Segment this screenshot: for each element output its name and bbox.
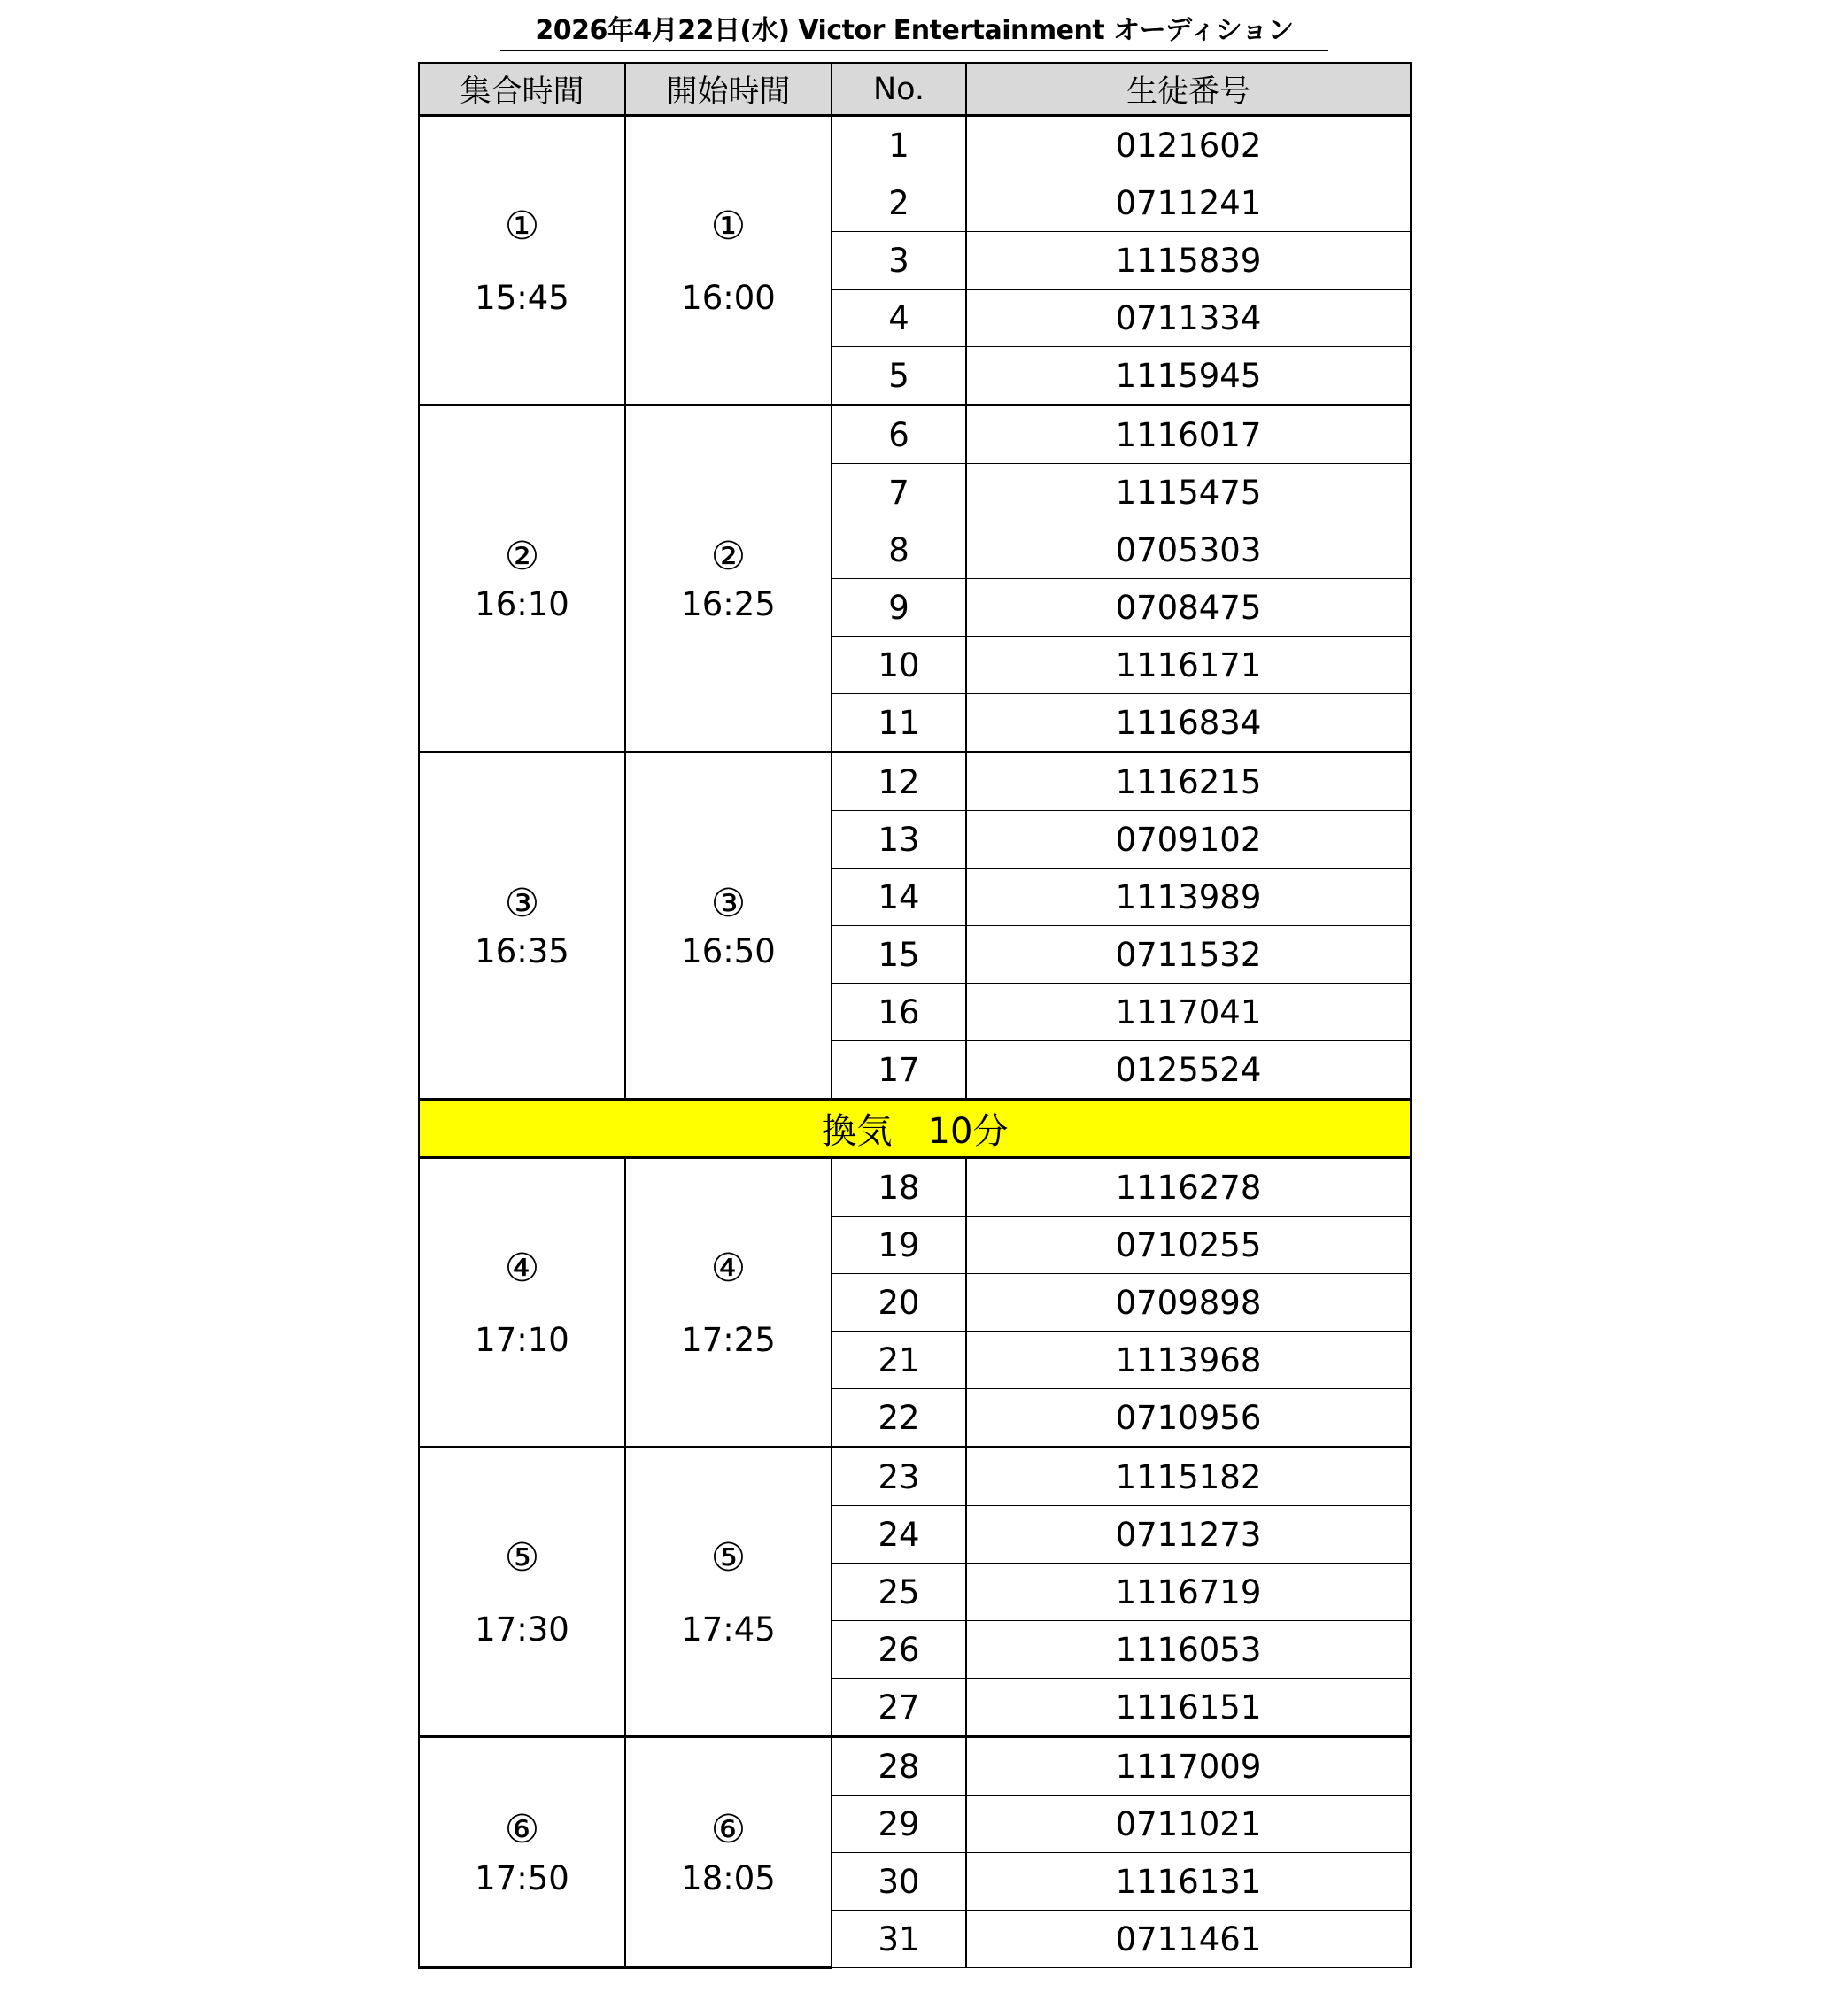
audition-schedule-table (418, 62, 1412, 1969)
student-id: 1116151 (966, 1679, 1411, 1737)
entry-number: 31 (832, 1911, 966, 1968)
entry-number: 6 (832, 406, 966, 464)
student-id: 1115839 (966, 232, 1411, 290)
entry-number: 16 (832, 984, 966, 1041)
student-id: 0709102 (966, 811, 1411, 869)
slot-start-time: 16:00 (681, 278, 776, 317)
entry-number: 8 (832, 521, 966, 579)
slot-gather-time: 15:45 (475, 278, 569, 317)
entry-number: 21 (832, 1332, 966, 1389)
student-id: 0709898 (966, 1274, 1411, 1332)
entry-number: 5 (832, 347, 966, 406)
student-id: 1116215 (966, 753, 1411, 811)
header-number: No. (832, 63, 966, 116)
entry-number: 20 (832, 1274, 966, 1332)
student-id: 1115182 (966, 1448, 1411, 1506)
slot-number-mark: ② (504, 533, 540, 579)
entry-number: 23 (832, 1448, 966, 1506)
slot-gather-time: 17:10 (475, 1320, 569, 1359)
table-row (419, 1448, 1411, 1506)
slot-start-time: 16:50 (681, 932, 776, 971)
slot-start-cell (625, 116, 832, 406)
page-title: 2026年4月22日(水) Victor Entertainment オーディション (535, 15, 1294, 46)
student-id: 1113989 (966, 869, 1411, 926)
slot-gather-cell (419, 1737, 625, 1968)
ventilation-break-label: 換気 10分 (419, 1100, 1411, 1158)
slot-number-mark: ④ (504, 1246, 540, 1292)
slot-start-time: 17:25 (681, 1320, 776, 1359)
slot-number-mark: ③ (504, 880, 540, 926)
slot-gather-cell (419, 753, 625, 1100)
slot-start-cell (625, 1737, 832, 1968)
page-title-container (500, 12, 1328, 51)
slot-start-time: 18:05 (681, 1858, 776, 1897)
student-id: 1116834 (966, 694, 1411, 753)
entry-number: 27 (832, 1679, 966, 1737)
table-row (419, 116, 1411, 174)
student-id: 1116131 (966, 1853, 1411, 1911)
student-id: 1116719 (966, 1564, 1411, 1621)
entry-number: 30 (832, 1853, 966, 1911)
entry-number: 10 (832, 637, 966, 694)
table-row (419, 406, 1411, 464)
slot-gather-cell (419, 1448, 625, 1737)
slot-gather-cell (419, 116, 625, 406)
entry-number: 14 (832, 869, 966, 926)
entry-number: 28 (832, 1737, 966, 1796)
header-start-time: 開始時間 (625, 63, 832, 116)
student-id: 1116171 (966, 637, 1411, 694)
entry-number: 18 (832, 1158, 966, 1217)
student-id: 0708475 (966, 579, 1411, 637)
student-id: 1117041 (966, 984, 1411, 1041)
student-id: 0711532 (966, 926, 1411, 984)
entry-number: 3 (832, 232, 966, 290)
slot-number-mark: ⑥ (710, 1807, 747, 1853)
slot-gather-time: 16:35 (475, 932, 569, 971)
slot-gather-time: 17:50 (475, 1858, 569, 1897)
slot-start-cell (625, 406, 832, 753)
student-id: 0711241 (966, 174, 1411, 232)
student-id: 0711273 (966, 1506, 1411, 1564)
slot-gather-cell (419, 406, 625, 753)
slot-number-mark: ② (710, 533, 747, 579)
student-id: 1115475 (966, 464, 1411, 521)
entry-number: 12 (832, 753, 966, 811)
slot-start-time: 16:25 (681, 585, 776, 624)
entry-number: 19 (832, 1217, 966, 1274)
entry-number: 7 (832, 464, 966, 521)
entry-number: 24 (832, 1506, 966, 1564)
student-id: 0121602 (966, 116, 1411, 174)
slot-start-time: 17:45 (681, 1610, 776, 1649)
table-row (419, 1158, 1411, 1217)
slot-start-cell (625, 1448, 832, 1737)
table-row (419, 753, 1411, 811)
student-id: 1116017 (966, 406, 1411, 464)
entry-number: 22 (832, 1389, 966, 1448)
slot-number-mark: ① (504, 204, 540, 250)
student-id: 1116278 (966, 1158, 1411, 1217)
slot-number-mark: ⑤ (710, 1535, 747, 1581)
slot-number-mark: ④ (710, 1246, 747, 1292)
entry-number: 2 (832, 174, 966, 232)
entry-number: 4 (832, 290, 966, 347)
student-id: 1116053 (966, 1621, 1411, 1679)
entry-number: 9 (832, 579, 966, 637)
header-student-id: 生徒番号 (966, 63, 1411, 116)
student-id: 0125524 (966, 1041, 1411, 1100)
entry-number: 17 (832, 1041, 966, 1100)
student-id: 0711021 (966, 1796, 1411, 1853)
table-header-row (419, 63, 1411, 116)
entry-number: 25 (832, 1564, 966, 1621)
student-id: 0711461 (966, 1911, 1411, 1968)
entry-number: 26 (832, 1621, 966, 1679)
slot-number-mark: ⑤ (504, 1535, 540, 1581)
slot-gather-time: 16:10 (475, 585, 569, 624)
student-id: 1117009 (966, 1737, 1411, 1796)
entry-number: 11 (832, 694, 966, 753)
student-id: 1115945 (966, 347, 1411, 406)
student-id: 0710956 (966, 1389, 1411, 1448)
header-gather-time: 集合時間 (419, 63, 625, 116)
entry-number: 29 (832, 1796, 966, 1853)
slot-start-cell (625, 1158, 832, 1448)
slot-start-cell (625, 753, 832, 1100)
student-id: 0710255 (966, 1217, 1411, 1274)
student-id: 0711334 (966, 290, 1411, 347)
student-id: 1113968 (966, 1332, 1411, 1389)
student-id: 0705303 (966, 521, 1411, 579)
slot-number-mark: ① (710, 204, 747, 250)
table-row (419, 1737, 1411, 1796)
slot-number-mark: ③ (710, 880, 747, 926)
slot-number-mark: ⑥ (504, 1807, 540, 1853)
table-body (419, 116, 1411, 1968)
slot-gather-time: 17:30 (475, 1610, 569, 1649)
break-row (419, 1100, 1411, 1158)
entry-number: 15 (832, 926, 966, 984)
slot-gather-cell (419, 1158, 625, 1448)
entry-number: 1 (832, 116, 966, 174)
entry-number: 13 (832, 811, 966, 869)
